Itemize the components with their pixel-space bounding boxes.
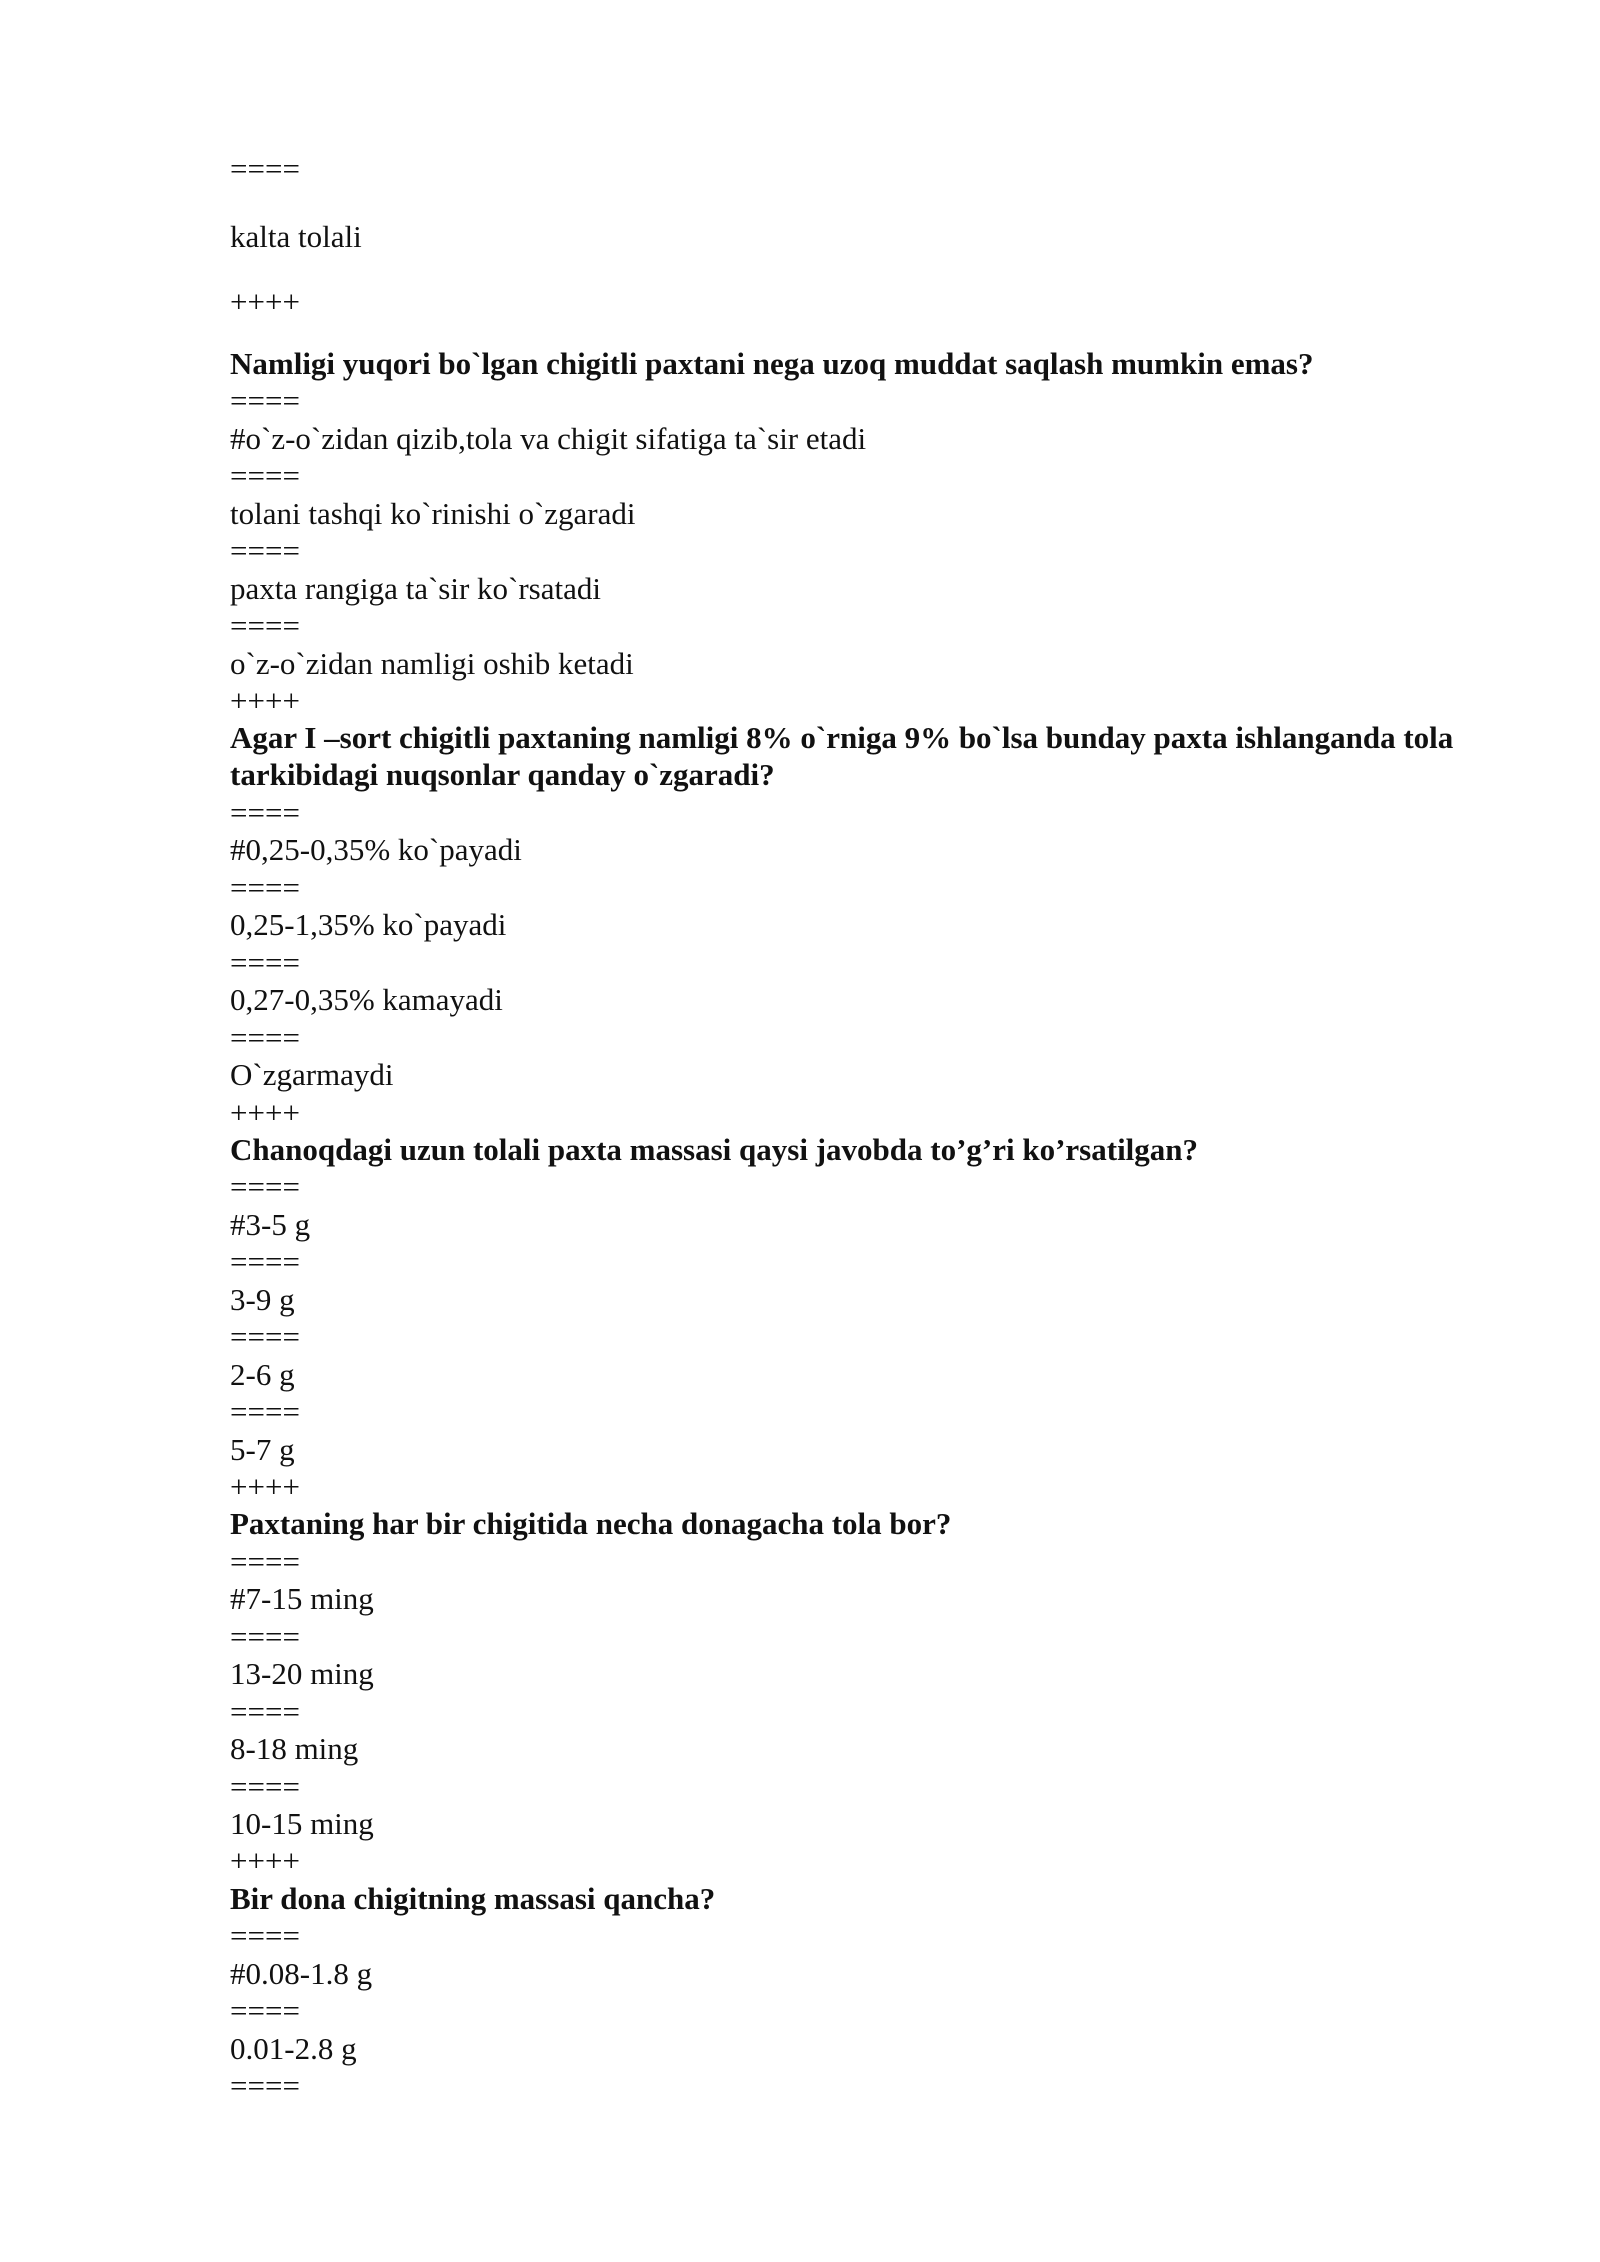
separator-line: ==== — [230, 1619, 300, 1654]
separator-line: ++++ — [230, 683, 300, 718]
separator-line: ==== — [230, 1020, 300, 1055]
document-page — [230, 0, 1480, 2262]
separator-line: ++++ — [230, 284, 300, 319]
answer-line: 13-20 ming — [230, 1656, 374, 1691]
answer-line: #3-5 g — [230, 1207, 311, 1242]
question-line: Namligi yuqori bo`lgan chigitli paxtani nega uzoq muddat saqlash mumkin emas? — [230, 346, 1314, 381]
answer-line: paxta rangiga ta`sir ko`rsatadi — [230, 571, 601, 606]
separator-line: ==== — [230, 1169, 300, 1204]
answer-line: O`zgarmaydi — [230, 1057, 394, 1092]
separator-line: ++++ — [230, 1843, 300, 1878]
separator-line: ==== — [230, 458, 300, 493]
separator-line: ++++ — [230, 1095, 300, 1130]
separator-line: ==== — [230, 2068, 300, 2103]
separator-line: ==== — [230, 151, 300, 186]
answer-line: #7-15 ming — [230, 1581, 374, 1616]
separator-line: ==== — [230, 870, 300, 905]
separator-line: ==== — [230, 1993, 300, 2028]
answer-line: #o`z-o`zidan qizib,tola va chigit sifatiga ta`sir etadi — [230, 421, 867, 456]
answer-line: 8-18 ming — [230, 1731, 359, 1766]
separator-line: ==== — [230, 533, 300, 568]
answer-line: 10-15 ming — [230, 1806, 374, 1841]
answer-line: kalta tolali — [230, 219, 362, 254]
separator-line: ++++ — [230, 1469, 300, 1504]
question-line: Agar I –sort chigitli paxtaning namligi 8% o`rniga 9% bo`lsa bunday paxta ishlanganda tola tarkibidagi nuqsonlar qanday o`zgaradi? — [230, 720, 1454, 792]
separator-line: ==== — [230, 1918, 300, 1953]
separator-line: ==== — [230, 795, 300, 830]
answer-line: #0,25-0,35% ko`payadi — [230, 832, 522, 867]
answer-line: #0.08-1.8 g — [230, 1956, 373, 1991]
answer-line: tolani tashqi ko`rinishi o`zgaradi — [230, 496, 636, 531]
question-line: Bir dona chigitning massasi qancha? — [230, 1881, 716, 1916]
separator-line: ==== — [230, 1769, 300, 1804]
question-line: Chanoqdagi uzun tolali paxta massasi qaysi javobda to’g’ri ko’rsatilgan? — [230, 1132, 1199, 1167]
answer-line: 0,27-0,35% kamayadi — [230, 982, 503, 1017]
answer-line: 0.01-2.8 g — [230, 2031, 357, 2066]
separator-line: ==== — [230, 945, 300, 980]
answer-line: 5-7 g — [230, 1432, 295, 1467]
separator-line: ==== — [230, 608, 300, 643]
separator-line: ==== — [230, 1394, 300, 1429]
answer-line: 0,25-1,35% ko`payadi — [230, 907, 507, 942]
separator-line: ==== — [230, 1694, 300, 1729]
answer-line: 2-6 g — [230, 1357, 295, 1392]
separator-line: ==== — [230, 1319, 300, 1354]
answer-line: 3-9 g — [230, 1282, 295, 1317]
separator-line: ==== — [230, 383, 300, 418]
separator-line: ==== — [230, 1244, 300, 1279]
question-line: Paxtaning har bir chigitida necha donagacha tola bor? — [230, 1506, 952, 1541]
separator-line: ==== — [230, 1544, 300, 1579]
answer-line: o`z-o`zidan namligi oshib ketadi — [230, 646, 634, 681]
